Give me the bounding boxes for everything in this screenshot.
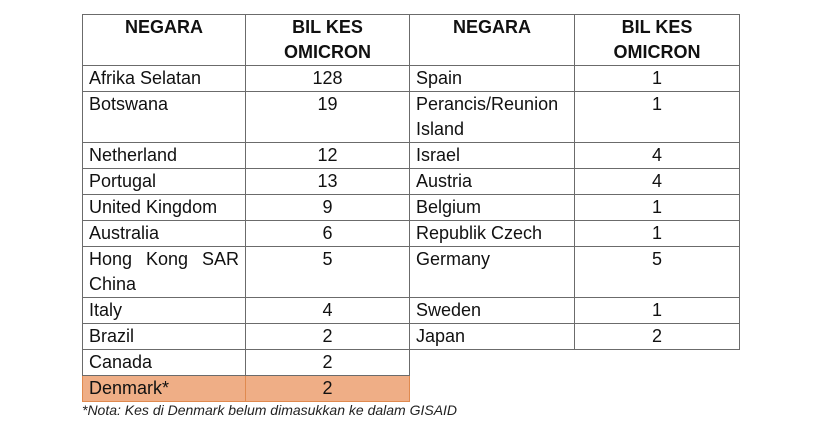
country-cell: Canada <box>83 350 246 376</box>
cases-cell: 4 <box>575 169 740 195</box>
country-cell: United Kingdom <box>83 195 246 221</box>
cases-cell: 1 <box>575 195 740 221</box>
country-cell: Brazil <box>83 324 246 350</box>
cases-cell: 5 <box>246 247 410 298</box>
country-cell: Germany <box>410 247 575 298</box>
table-row <box>83 92 740 143</box>
cases-cell: 1 <box>575 298 740 324</box>
cases-cell: 2 <box>246 350 410 376</box>
country-cell-highlighted: Denmark* <box>83 376 246 402</box>
cases-cell: 13 <box>246 169 410 195</box>
cases-cell: 2 <box>246 324 410 350</box>
omicron-cases-table-container <box>82 14 740 402</box>
footnote: *Nota: Kes di Denmark belum dimasukkan ke dalam GISAID <box>82 402 458 418</box>
cases-cell: 128 <box>246 66 410 92</box>
table-header-row <box>83 15 740 66</box>
cases-cell: 12 <box>246 143 410 169</box>
header-cases-left: BIL KES OMICRON <box>246 15 410 66</box>
header-country-right: NEGARA <box>410 15 575 66</box>
empty-cell <box>410 376 575 402</box>
country-cell: Botswana <box>83 92 246 143</box>
cases-cell: 4 <box>575 143 740 169</box>
cases-cell: 19 <box>246 92 410 143</box>
empty-cell <box>410 350 575 376</box>
cases-cell: 1 <box>575 92 740 143</box>
empty-cell <box>575 376 740 402</box>
country-cell: Belgium <box>410 195 575 221</box>
table-row <box>83 195 740 221</box>
header-cases-right: BIL KES OMICRON <box>575 15 740 66</box>
table-row <box>83 350 740 376</box>
table-row <box>83 221 740 247</box>
table-row <box>83 324 740 350</box>
table-row <box>83 169 740 195</box>
country-cell: Sweden <box>410 298 575 324</box>
table-row <box>83 247 740 298</box>
cases-cell: 9 <box>246 195 410 221</box>
cases-cell: 2 <box>575 324 740 350</box>
cases-cell: 1 <box>575 221 740 247</box>
country-cell: Hong Kong SAR China <box>83 247 246 298</box>
country-cell: Afrika Selatan <box>83 66 246 92</box>
country-cell: Netherland <box>83 143 246 169</box>
country-cell: Republik Czech <box>410 221 575 247</box>
cases-cell: 1 <box>575 66 740 92</box>
table-row <box>83 298 740 324</box>
table-row <box>83 143 740 169</box>
cases-cell-highlighted: 2 <box>246 376 410 402</box>
table-row <box>83 66 740 92</box>
omicron-cases-table <box>82 14 740 402</box>
country-cell: Australia <box>83 221 246 247</box>
empty-cell <box>575 350 740 376</box>
country-cell: Spain <box>410 66 575 92</box>
country-cell: Israel <box>410 143 575 169</box>
country-cell: Japan <box>410 324 575 350</box>
cases-cell: 5 <box>575 247 740 298</box>
country-cell: Portugal <box>83 169 246 195</box>
cases-cell: 4 <box>246 298 410 324</box>
cases-cell: 6 <box>246 221 410 247</box>
table-row-highlighted <box>83 376 740 402</box>
country-cell: Austria <box>410 169 575 195</box>
header-country-left: NEGARA <box>83 15 246 66</box>
country-cell: Italy <box>83 298 246 324</box>
country-cell: Perancis/Reunion Island <box>410 92 575 143</box>
